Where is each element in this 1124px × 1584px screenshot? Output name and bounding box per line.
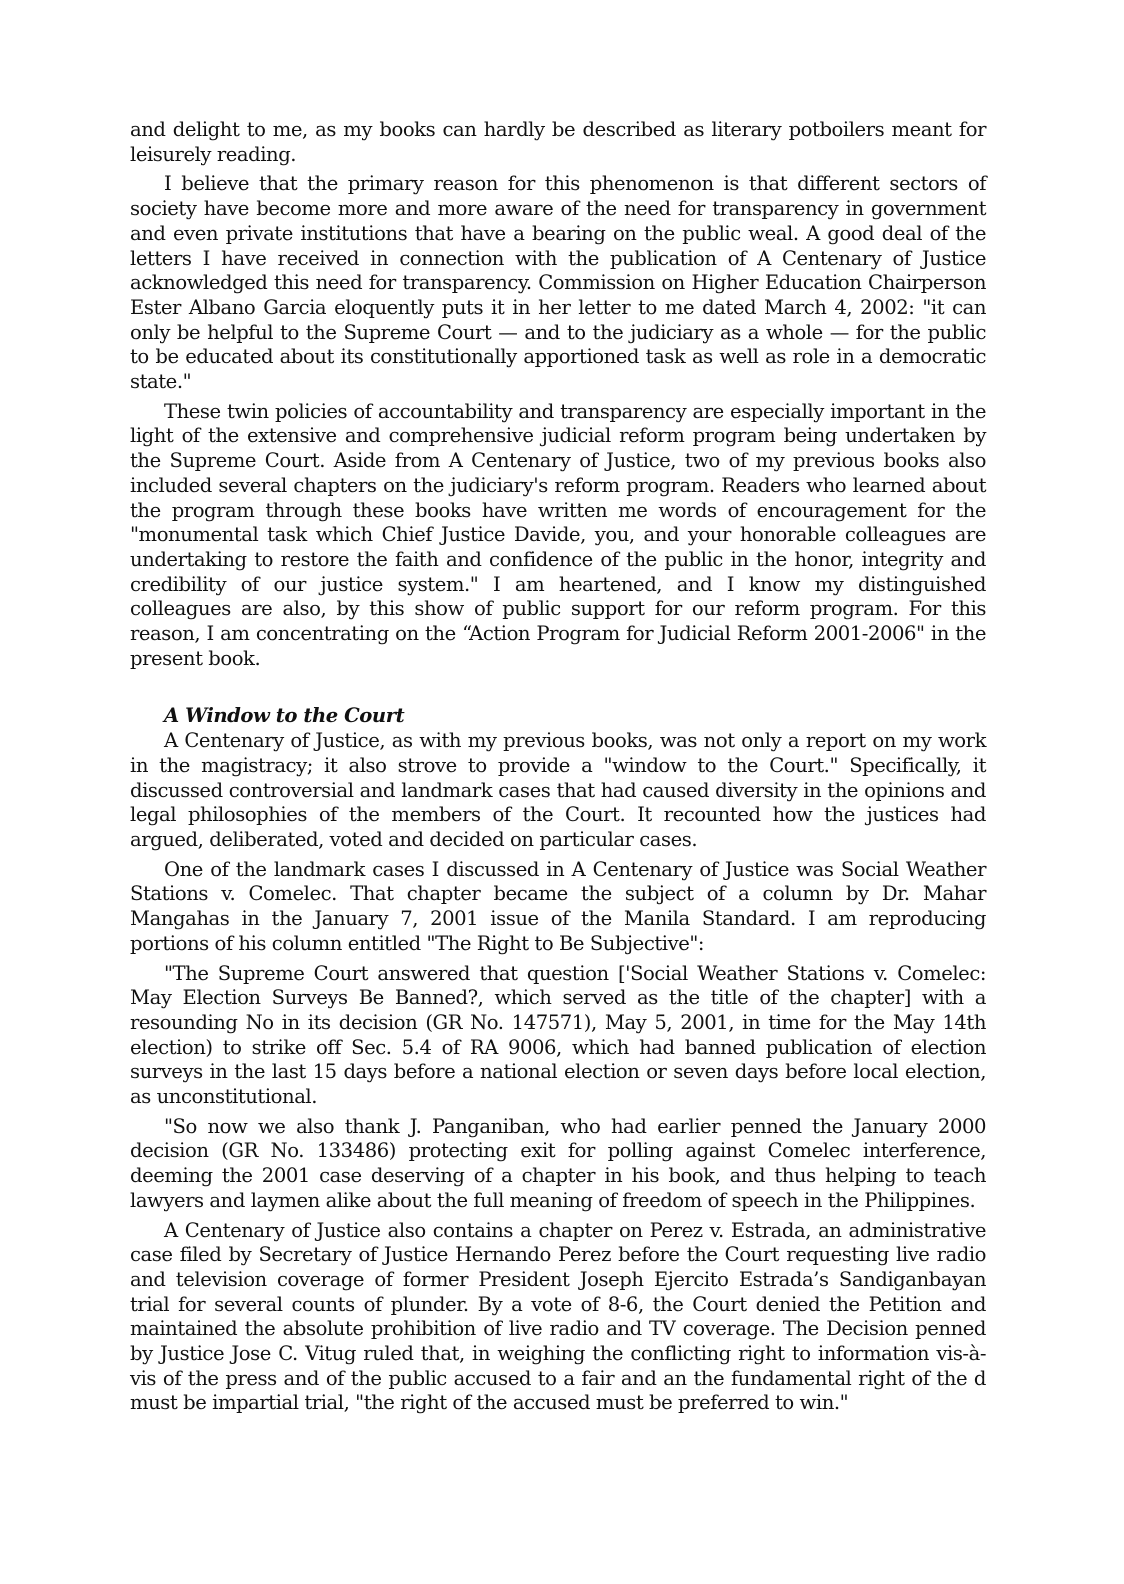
section-heading: A Window to the Court	[164, 704, 405, 728]
paragraph-window-to-court: A Centenary of Justice, as with my previous books, was not only a report on my work in the magistracy; it also strove to provide a "window to the Court." Specifically, it discussed controversial and landmark cases that had caused diversity in the opinions and legal philosophies of the members of the Court. It recounted how the justices had argued, deliberated, voted and decided on particular cases.	[130, 729, 986, 851]
paragraph-reform-program: These twin policies of accountability and transparency are especially important in the light of the extensive and comprehensive judicial reform program being undertaken by the Supreme Court. Aside from A Centenary of Justice, two of my previous books also included several chapters on the judiciary's reform program. Readers who learned about the program through these books have written me words of encouragement for the "monumental task which Chief Justice Davide, you, and your honorable colleagues are undertaking to restore the faith and confidence of the public in the honor, integrity and credibility of our justice system." I am heartened, and I know my distinguished colleagues are also, by this show of public support for our reform program. For this reason, I am concentrating on the “Action Program for Judicial Reform 2001-2006" in the present book.	[130, 399, 986, 670]
paragraph-quote-panganiban: "So now we also thank J. Panganiban, who had earlier penned the January 2000 decision (GR No. 133486) protecting exit for polling against Comelec interference, deeming the 2001 case deserving of a chapter in his book, and thus helping to teach lawyers and laymen alike about the full meaning of freedom of speech in the Philippines.	[130, 1114, 986, 1212]
paragraph-perez-estrada: A Centenary of Justice also contains a chapter on Perez v. Estrada, an administrative case filed by Secretary of Justice Hernando Perez before the Court requesting live radio and television coverage of former President Joseph Ejercito Estrada’s Sandiganbayan trial for several counts of plunder. By a vote of 8-6, the Court denied the Petition and maintained the absolute prohibition of live radio and TV coverage. The Decision penned by Justice Jose C. Vitug ruled that, in weighing the conflicting right to information vis-à-vis of the press and of the public accused to a fair and an the fundamental right of the d must be impartial trial, "the right of the accused must be preferred to win."	[130, 1218, 986, 1415]
document-page	[130, 118, 986, 1421]
paragraph-continuation: and delight to me, as my books can hardly be described as literary potboilers meant for leisurely reading.	[130, 118, 986, 166]
paragraph-landmark-case: One of the landmark cases I discussed in A Centenary of Justice was Social Weather Stations v. Comelec. That chapter became the subject of a column by Dr. Mahar Mangahas in the January 7, 2001 issue of the Manila Standard. I am reproducing portions of his column entitled "The Right to Be Subjective":	[130, 857, 986, 955]
paragraph-transparency: I believe that the primary reason for this phenomenon is that different sectors of society have become more and more aware of the need for transparency in government and even private institutions that have a bearing on the public weal. A good deal of the letters I have received in connection with the publication of A Centenary of Justice acknowledged this need for transparency. Commission on Higher Education Chairperson Ester Albano Garcia eloquently puts it in her letter to me dated March 4, 2002: "it can only be helpful to the Supreme Court — and to the judiciary as a whole — for the public to be educated about its constitutionally apportioned task as well as role in a democratic state."	[130, 172, 986, 394]
paragraph-quote-supreme-court: "The Supreme Court answered that question ['Social Weather Stations v. Comelec: May Election Surveys Be Banned?, which served as the title of the chapter] with a resounding No in its decision (GR No. 147571), May 5, 2001, in time for the May 14th election) to strike off Sec. 5.4 of RA 9006, which had banned publication of election surveys in the last 15 days before a national election or seven days before local election, as unconstitutional.	[130, 961, 986, 1109]
